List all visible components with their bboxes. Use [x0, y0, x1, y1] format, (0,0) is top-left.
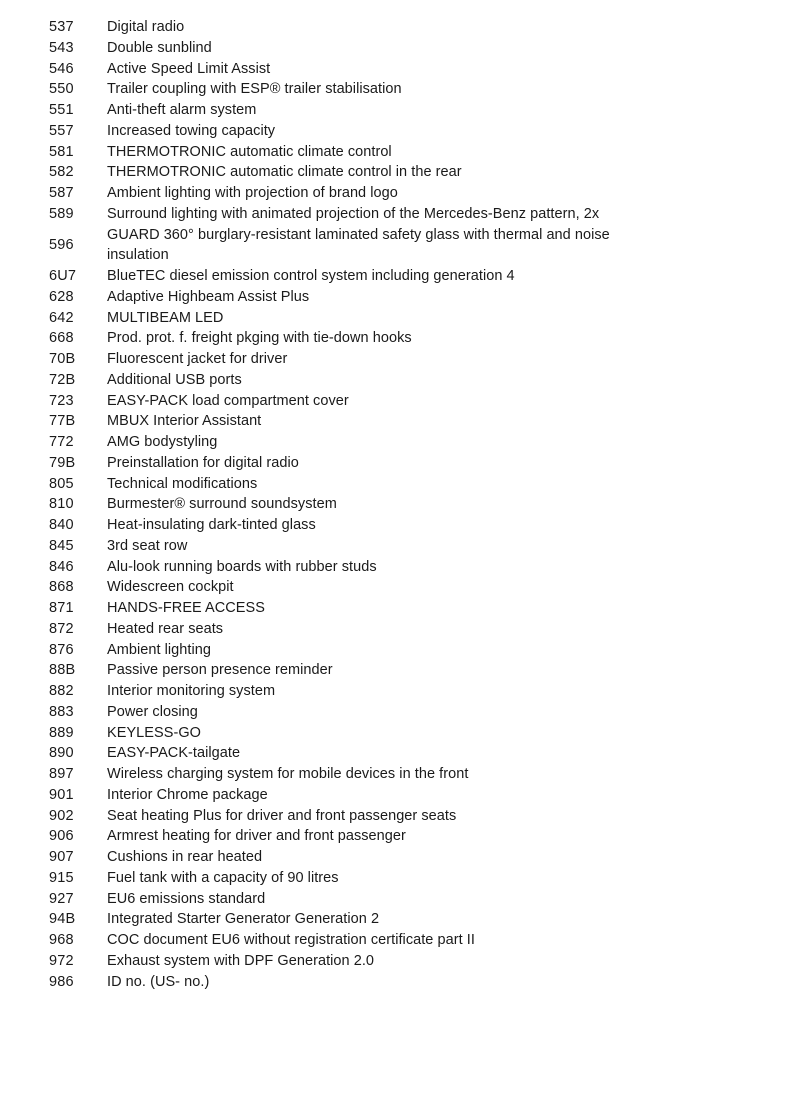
list-item [0, 557, 800, 578]
option-description: COC document EU6 without registration certificate part II [107, 932, 475, 948]
option-code: 883 [49, 703, 74, 720]
option-code: 546 [49, 60, 74, 77]
option-code: 70B [49, 351, 76, 367]
option-code: 551 [49, 102, 74, 118]
option-code: 902 [49, 807, 74, 824]
list-item [0, 660, 800, 681]
option-description: Integrated Starter Generator Generation 2 [107, 911, 380, 928]
list-item [0, 494, 800, 515]
option-description: Trailer coupling with ESP® trailer stabilisation [107, 81, 402, 98]
option-description: Fuel tank with a capacity of 90 litres [107, 869, 339, 886]
option-code: 6U7 [49, 268, 77, 284]
list-item [0, 972, 800, 993]
list-item [0, 328, 800, 349]
option-description: Armrest heating for driver and front passenger [107, 828, 406, 845]
option-description: Adaptive Highbeam Assist Plus [107, 288, 310, 305]
option-code: 537 [49, 19, 74, 35]
list-item [0, 349, 800, 370]
option-code: 986 [49, 973, 74, 990]
option-description: Digital radio [107, 19, 185, 35]
option-description: EU6 emissions standard [107, 890, 266, 907]
option-code: 897 [49, 766, 74, 782]
option-code: 907 [49, 849, 74, 865]
option-code: 94B [49, 911, 76, 928]
option-code: 805 [49, 475, 74, 492]
option-code: 550 [49, 81, 74, 98]
option-code: 543 [49, 39, 74, 56]
option-code: 889 [49, 724, 74, 741]
option-code: 845 [49, 537, 74, 554]
option-code: 890 [49, 745, 74, 762]
list-item [0, 619, 800, 640]
option-description: 3rd seat row [107, 537, 188, 554]
option-description: Seat heating Plus for driver and front passenger seats [107, 807, 457, 824]
option-description: KEYLESS-GO [107, 724, 201, 741]
option-code: 582 [49, 164, 74, 181]
option-code: 846 [49, 558, 74, 575]
list-item [0, 598, 800, 619]
list-item [0, 121, 800, 142]
equipment-list [0, 17, 800, 992]
list-item [0, 889, 800, 910]
option-code: 772 [49, 434, 74, 450]
option-code: 581 [49, 143, 74, 160]
list-item [0, 266, 800, 287]
list-item [0, 370, 800, 391]
list-item [0, 847, 800, 868]
list-item [0, 204, 800, 225]
list-item [0, 702, 800, 723]
option-description: THERMOTRONIC automatic climate control in the rear [107, 164, 462, 181]
list-item [0, 162, 800, 183]
list-item [0, 723, 800, 744]
option-description: AMG bodystyling [107, 434, 218, 450]
option-description: Widescreen cockpit [107, 579, 234, 596]
list-item [0, 515, 800, 536]
option-description: Surround lighting with animated projection of the Mercedes-Benz pattern, 2x [107, 205, 600, 222]
option-description: Burmester® surround soundsystem [107, 496, 337, 513]
option-description: Cushions in rear heated [107, 849, 263, 865]
list-item [0, 59, 800, 80]
list-item [0, 411, 800, 432]
option-code: 596 [49, 236, 74, 253]
list-item [0, 183, 800, 204]
list-item [0, 951, 800, 972]
list-item [0, 453, 800, 474]
list-item [0, 785, 800, 806]
list-item [0, 79, 800, 100]
option-description: Technical modifications [107, 475, 258, 492]
option-description: Prod. prot. f. freight pkging with tie-down hooks [107, 330, 412, 347]
option-description: MULTIBEAM LED [107, 309, 224, 326]
option-code: 927 [49, 890, 74, 907]
list-item [0, 536, 800, 557]
option-description: Exhaust system with DPF Generation 2.0 [107, 952, 375, 969]
list-item [0, 930, 800, 951]
option-description: Anti-theft alarm system [107, 102, 257, 118]
option-code: 72B [49, 371, 76, 388]
list-item [0, 142, 800, 163]
option-description: Ambient lighting with projection of brand logo [107, 185, 398, 201]
option-code: 668 [49, 330, 74, 347]
list-item [0, 764, 800, 785]
option-code: 872 [49, 620, 74, 637]
option-description: Increased towing capacity [107, 122, 276, 139]
option-description: Preinstallation for digital radio [107, 454, 299, 471]
option-description: HANDS-FREE ACCESS [107, 600, 265, 616]
option-code: 723 [49, 392, 74, 409]
option-description: Passive person presence reminder [107, 662, 333, 679]
list-item [0, 287, 800, 308]
list-item [0, 391, 800, 412]
option-description: Active Speed Limit Assist [107, 60, 271, 77]
option-code: 88B [49, 662, 76, 679]
option-description: Fluorescent jacket for driver [107, 351, 288, 367]
option-code: 79B [49, 454, 76, 471]
option-description: Heated rear seats [107, 620, 224, 637]
option-code: 589 [49, 205, 74, 222]
list-item [0, 308, 800, 329]
option-code: 840 [49, 517, 74, 533]
option-description: Interior monitoring system [107, 683, 276, 699]
option-description: BlueTEC diesel emission control system including generation 4 [107, 268, 515, 284]
option-code: 557 [49, 122, 74, 139]
option-code: 868 [49, 579, 74, 596]
list-item [0, 17, 800, 38]
option-description: MBUX Interior Assistant [107, 413, 262, 430]
option-description: GUARD 360° burglary-resistant laminated safety glass with thermal and noise insulation [107, 226, 610, 264]
list-item [0, 826, 800, 847]
list-item [0, 743, 800, 764]
option-description: Additional USB ports [107, 371, 242, 388]
option-code: 810 [49, 496, 74, 513]
option-description: Double sunblind [107, 39, 212, 56]
option-description: ID no. (US- no.) [107, 973, 210, 990]
option-code: 972 [49, 952, 74, 969]
list-item [0, 909, 800, 930]
list-item [0, 38, 800, 59]
list-item [0, 100, 800, 121]
option-code: 642 [49, 309, 74, 326]
option-code: 628 [49, 288, 74, 305]
option-code: 587 [49, 185, 74, 201]
option-code: 906 [49, 828, 74, 845]
option-code: 968 [49, 932, 74, 948]
option-code: 871 [49, 600, 74, 616]
list-item [0, 577, 800, 598]
option-description: Interior Chrome package [107, 786, 268, 803]
list-item [0, 640, 800, 661]
list-item [0, 432, 800, 453]
list-item [0, 806, 800, 827]
option-code: 915 [49, 869, 74, 886]
list-item [0, 868, 800, 889]
option-description: THERMOTRONIC automatic climate control [107, 143, 392, 160]
option-description: Heat-insulating dark-tinted glass [107, 517, 316, 533]
list-item [0, 474, 800, 495]
option-description: EASY-PACK load compartment cover [107, 392, 349, 409]
option-description: Wireless charging system for mobile devices in the front [107, 766, 469, 782]
list-item [0, 225, 800, 267]
option-description: Ambient lighting [107, 641, 211, 658]
option-code: 77B [49, 413, 76, 430]
option-code: 876 [49, 641, 74, 658]
option-description: Alu-look running boards with rubber studs [107, 558, 377, 575]
option-code: 882 [49, 683, 74, 699]
option-description: EASY-PACK-tailgate [107, 745, 241, 762]
option-description: Power closing [107, 703, 198, 720]
option-code: 901 [49, 786, 74, 803]
list-item [0, 681, 800, 702]
